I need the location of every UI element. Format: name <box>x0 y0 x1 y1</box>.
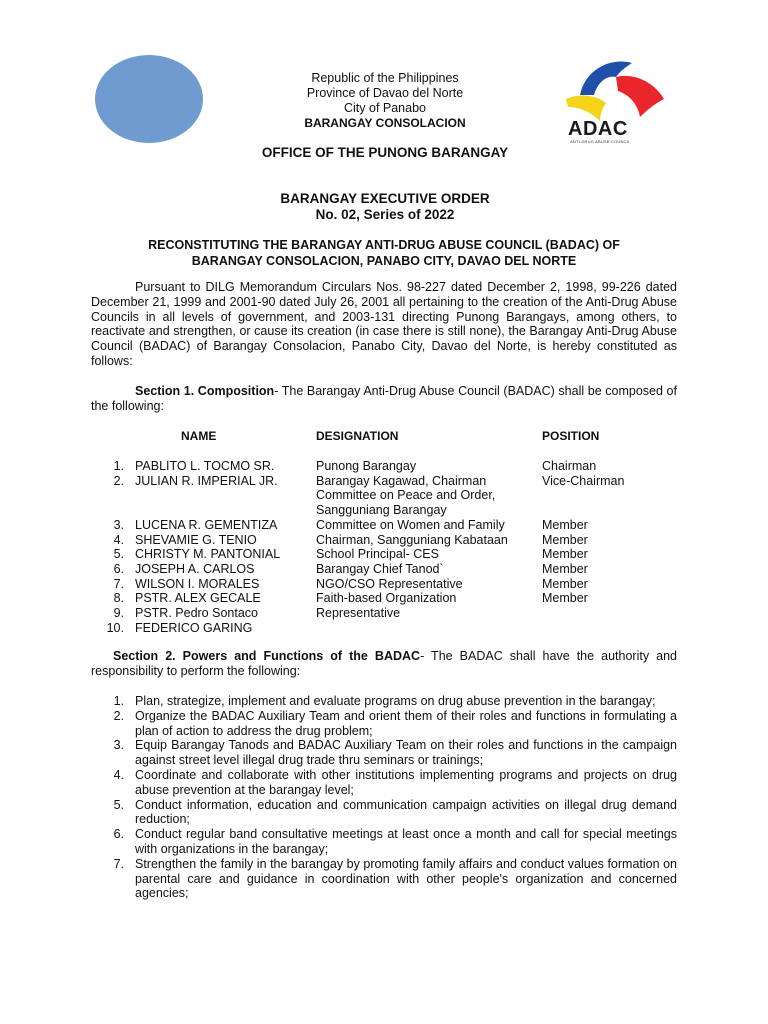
member-name: FEDERICO GARING <box>135 620 253 635</box>
item-number: 1. <box>113 694 124 708</box>
list-item <box>100 738 677 768</box>
item-text: Plan, strategize, implement and evaluate programs on drug abuse prevention in the barangay; <box>135 694 656 708</box>
member-designation <box>316 474 541 518</box>
section2-heading: Section 2. Powers and Functions of the BADAC <box>113 649 421 663</box>
section1-text: - The Barangay Anti-Drug Abuse Council (BADAC) shall be composed of the following: <box>91 384 677 413</box>
item-number: 7. <box>113 856 124 871</box>
member-name: WILSON I. MORALES <box>135 576 260 591</box>
designation-line: Committee on Women and Family <box>316 517 505 532</box>
table-row <box>100 562 680 577</box>
designation-line: Barangay Chief Tanod` <box>316 561 444 576</box>
item-number: 2. <box>113 708 124 723</box>
adac-logo-subtitle: ANTI-DRUG ABUSE COUNCIL <box>570 139 631 144</box>
member-position: Member <box>542 591 588 606</box>
member-rows <box>100 459 680 635</box>
member-designation <box>316 591 541 606</box>
member-designation <box>316 577 541 592</box>
member-designation <box>316 518 541 533</box>
header-position: POSITION <box>542 429 600 443</box>
member-name: JOSEPH A. CARLOS <box>135 561 255 576</box>
member-name: PABLITO L. TOCMO SR. <box>135 459 275 473</box>
list-item <box>100 798 677 828</box>
designation-line: Punong Barangay <box>316 459 417 473</box>
list-item <box>100 709 677 739</box>
member-position: Member <box>542 561 588 576</box>
member-position: Vice-Chairman <box>542 473 625 488</box>
designation-line: Sangguniang Barangay <box>316 503 447 518</box>
adac-logo-text: ADAC <box>568 118 628 140</box>
list-item <box>100 768 677 798</box>
designation-line: Committee on Peace and Order, <box>316 488 496 503</box>
table-row <box>100 621 680 636</box>
order-subject <box>100 237 668 269</box>
member-designation <box>316 533 541 548</box>
item-text: Coordinate and collaborate with other institutions implementing programs and projects on drug abuse prevention at the barangay level; <box>135 767 677 797</box>
order-number: No. 02, Series of 2022 <box>315 207 455 222</box>
list-item <box>100 694 677 709</box>
header-province: Province of Davao del Norte <box>306 86 464 100</box>
row-number: 5. <box>113 547 124 562</box>
table-row <box>100 577 680 592</box>
item-text: Equip Barangay Tanods and BADAC Auxiliary Team on their roles and functions in the campaign against street level illegal drug trade thru seminars or trainings; <box>135 738 677 768</box>
row-number: 2. <box>113 473 124 488</box>
member-name: PSTR. Pedro Sontaco <box>135 606 258 621</box>
row-number: 3. <box>113 517 124 532</box>
member-position: Member <box>542 576 588 591</box>
member-designation <box>316 459 541 474</box>
row-number: 9. <box>113 606 124 621</box>
table-row <box>100 533 680 548</box>
row-number: 8. <box>113 591 124 606</box>
header-name: NAME <box>181 429 217 443</box>
list-item <box>100 827 677 857</box>
item-text: Conduct information, education and communication campaign activities on illegal drug demand reduction; <box>135 797 677 827</box>
member-position: Chairman <box>542 459 597 473</box>
designation-line: Barangay Kagawad, Chairman <box>316 473 487 488</box>
table-row <box>100 591 680 606</box>
item-text: Organize the BADAC Auxiliary Team and orient them of their roles and functions in formulating a plan of action to address the drug problem; <box>135 708 677 738</box>
header-designation: DESIGNATION <box>316 429 399 443</box>
functions-list <box>100 694 677 901</box>
designation-line: NGO/CSO Representative <box>316 576 463 591</box>
item-number: 4. <box>113 767 124 782</box>
item-text: Strengthen the family in the barangay by promoting family affairs and conduct values formation on parental care and guidance in coordination with other people's organization and concerned agencies; <box>135 856 677 901</box>
row-number: 4. <box>113 532 124 547</box>
member-designation <box>316 621 541 636</box>
row-number: 6. <box>113 561 124 576</box>
member-designation <box>316 606 541 621</box>
order-title: BARANGAY EXECUTIVE ORDER <box>280 191 490 206</box>
member-position: Member <box>542 532 588 547</box>
list-item <box>100 857 677 901</box>
adac-logo <box>560 55 675 145</box>
table-row <box>100 606 680 621</box>
subject-line-1: RECONSTITUTING THE BARANGAY ANTI-DRUG ABUSE COUNCIL (BADAC) OF <box>148 238 620 252</box>
member-designation <box>316 547 541 562</box>
section2-paragraph <box>91 649 677 679</box>
section2-text: - The BADAC shall have the authority and responsibility to perform the following: <box>91 649 677 678</box>
barangay-seal <box>95 55 203 143</box>
table-row <box>100 547 680 562</box>
item-number: 5. <box>113 797 124 812</box>
subject-line-2: BARANGAY CONSOLACION, PANABO CITY, DAVAO DEL NORTE <box>191 254 577 268</box>
item-text: Conduct regular band consultative meetings at least once a month and call for special meetings with organizations in the barangay; <box>135 827 677 856</box>
member-name: JULIAN R. IMPERIAL JR. <box>135 473 278 488</box>
item-number: 3. <box>113 738 124 753</box>
item-number: 6. <box>113 827 124 842</box>
member-position: Member <box>542 517 588 532</box>
table-row <box>100 518 680 533</box>
designation-line: School Principal- CES <box>316 547 439 562</box>
row-number: 1. <box>113 459 124 473</box>
member-name: PSTR. ALEX GECALE <box>135 591 261 606</box>
member-name: CHRISTY M. PANTONIAL <box>135 547 281 562</box>
intro-paragraph: Pursuant to DILG Memorandum Circulars Nos. 98-227 dated December 2, 1998, 99-226 dated December 21, 1999 and 2001-90 dated July 26, 2001 all pertaining to the creation of the Anti-Drug Abuse Councils in all levels of government, and 2003-131 directing Punong Barangays, among others, to reactivate and strengthen, or cause its creation (in case there is still none), the Barangay Anti-Drug Abuse Council (BADAC) of Barangay Consolacion, Panabo City, Davao del Norte, is hereby constituted as follows: <box>91 280 677 368</box>
designation-line: Representative <box>316 606 401 621</box>
member-designation <box>316 562 541 577</box>
designation-line: Faith-based Organization <box>316 591 457 606</box>
member-position: Member <box>542 547 588 562</box>
row-number: 7. <box>113 576 124 591</box>
section1-heading: Section 1. Composition <box>135 384 275 398</box>
table-row <box>100 459 680 474</box>
row-number: 10. <box>106 620 124 635</box>
office-title: OFFICE OF THE PUNONG BARANGAY <box>261 145 509 160</box>
table-row <box>100 474 680 518</box>
member-name: LUCENA R. GEMENTIZA <box>135 517 278 532</box>
header-barangay: BARANGAY CONSOLACION <box>304 116 466 130</box>
header-city: City of Panabo <box>344 101 426 115</box>
section1-paragraph <box>91 384 677 414</box>
member-name: SHEVAMIE G. TENIO <box>135 532 257 547</box>
adac-hands-icon <box>560 55 675 125</box>
header-republic: Republic of the Philippines <box>311 71 459 85</box>
designation-line: Chairman, Sangguniang Kabataan <box>316 532 508 547</box>
